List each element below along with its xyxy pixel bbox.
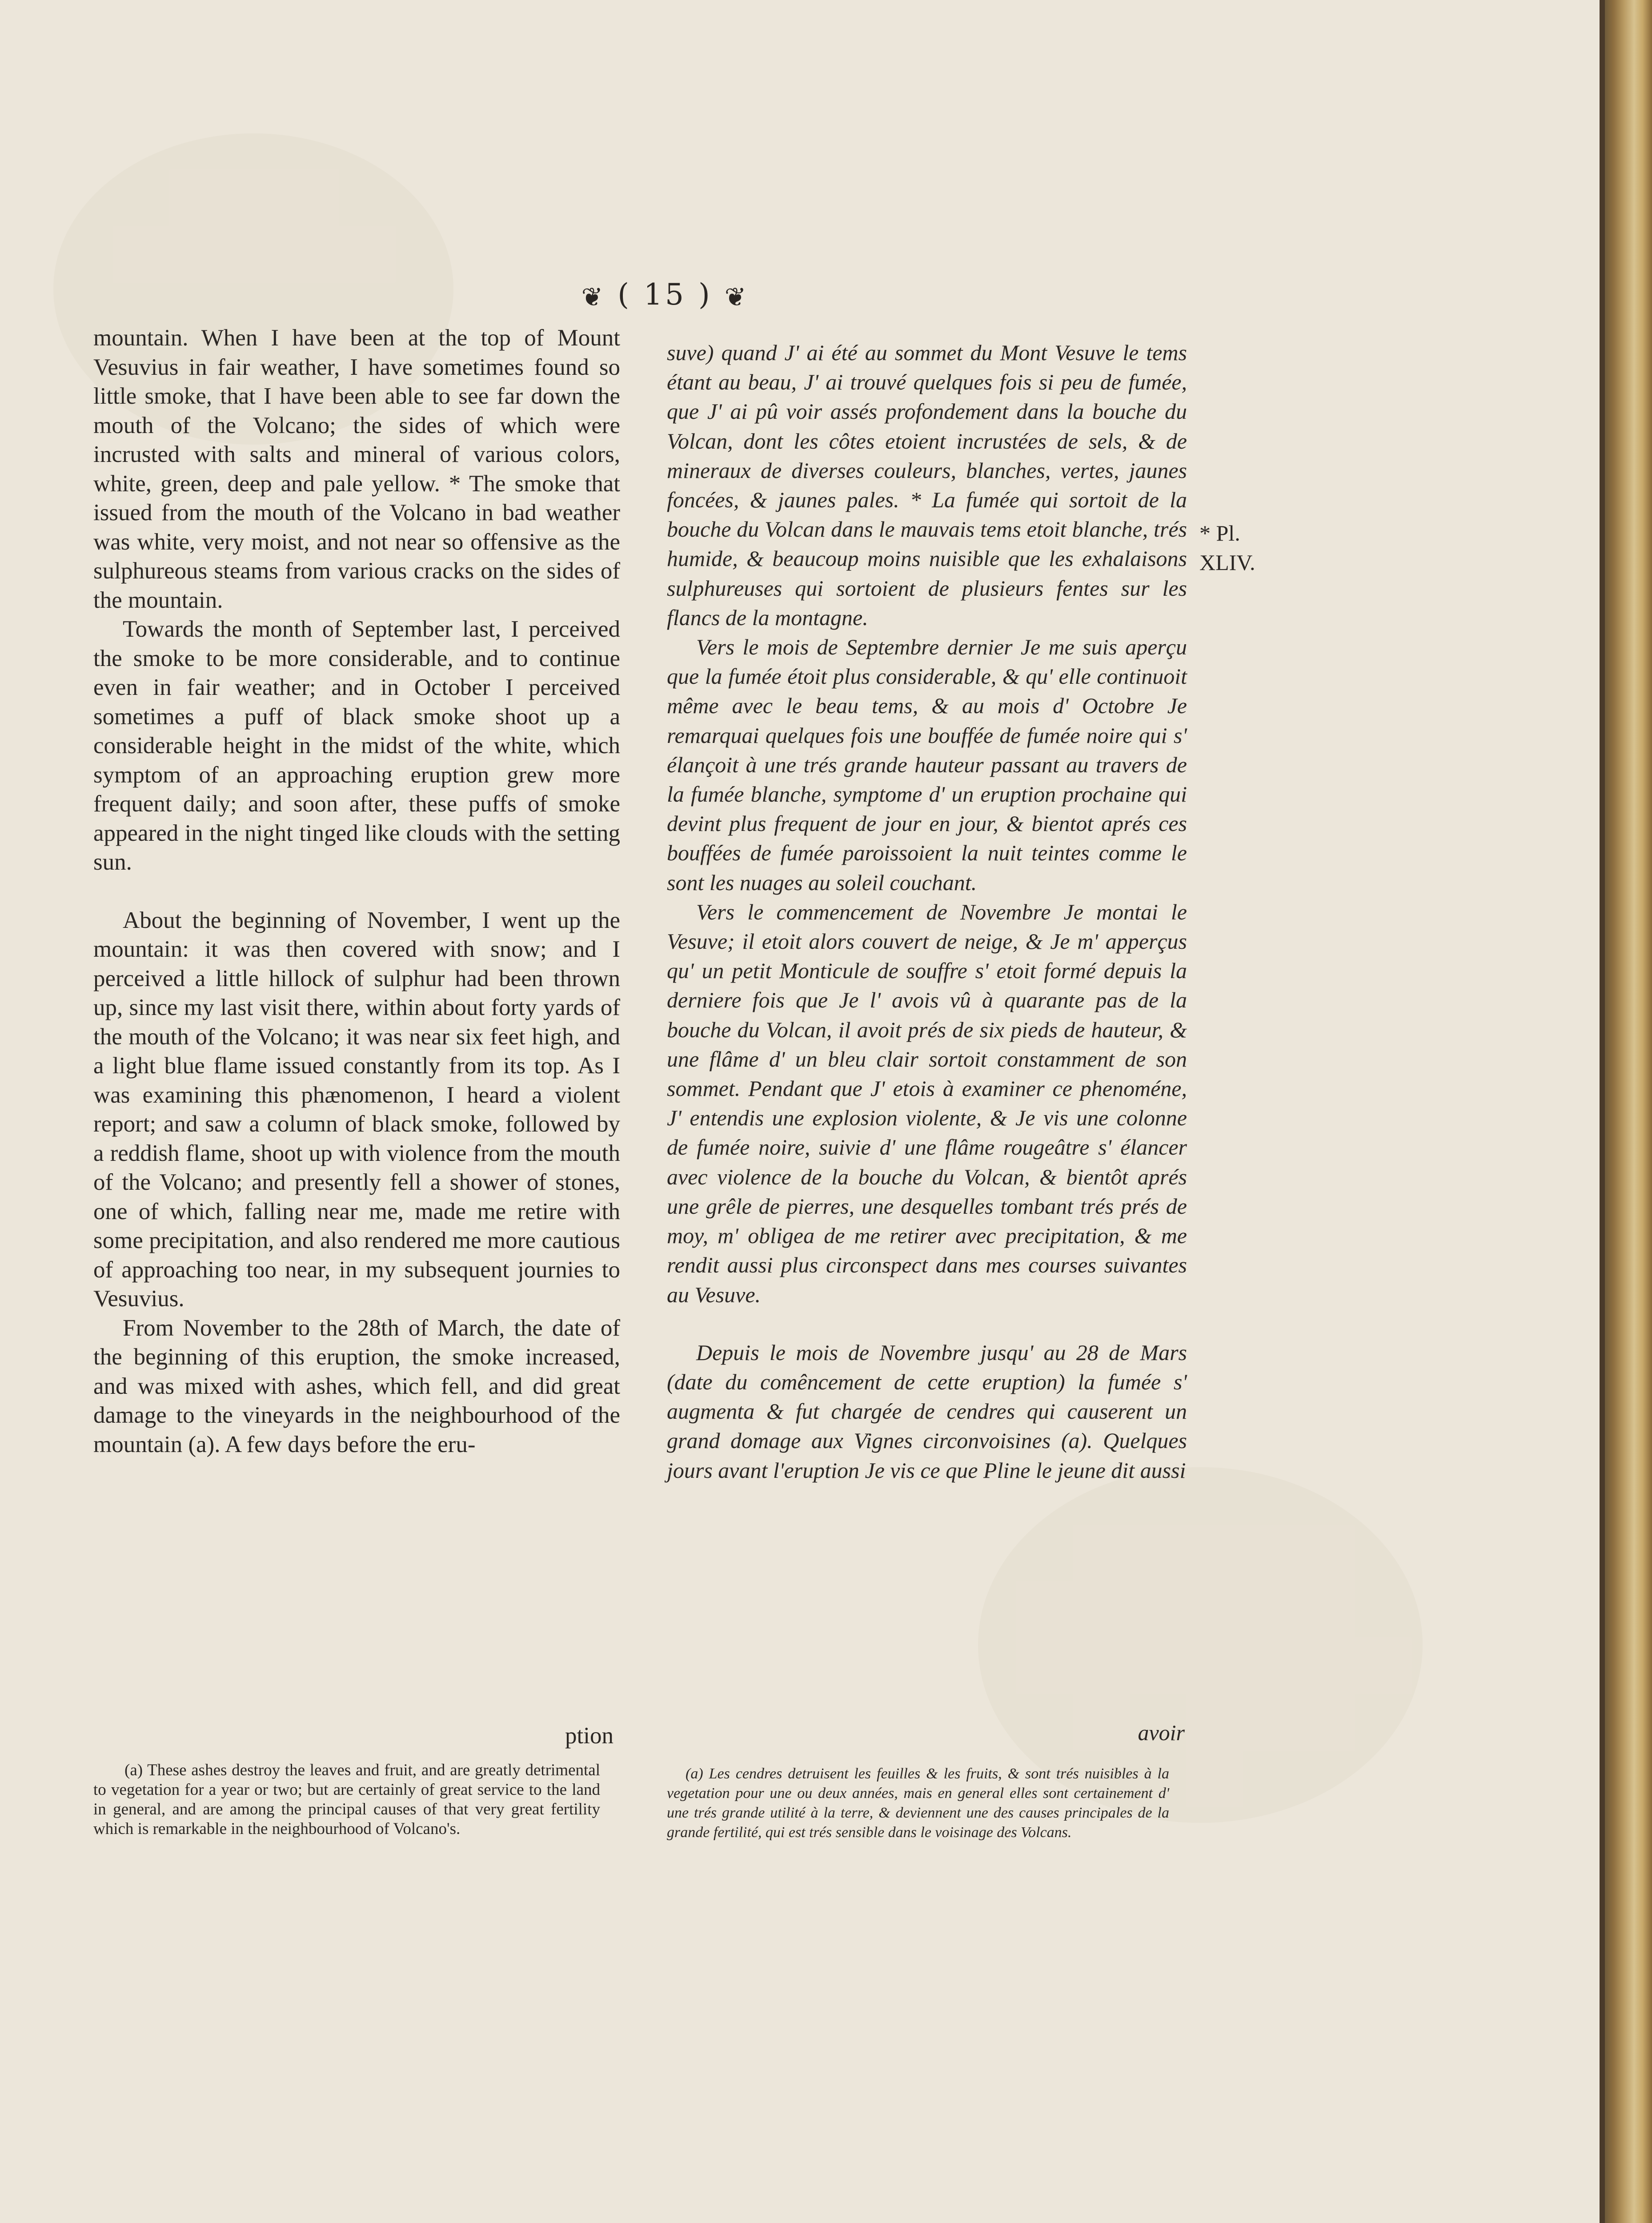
plate-reference <box>1199 518 1271 577</box>
paragraph-gap <box>667 1309 1187 1338</box>
english-paragraph-1: mountain. When I have been at the top of Mount Vesuvius in fair weather, I have sometimes found so little smoke, that I have been able to see far down the mouth of the Volcano; the sides of which were incrusted with salts and mineral of various colors, white, green, deep and pale yellow. * The smoke that issued from the mouth of the Volcano in bad weather was white, very moist, and not near so offensive as the sulphureous steams from various cracks on the sides of the mountain. <box>93 325 620 613</box>
right-ornament-icon: ❦ <box>724 282 749 312</box>
page-number: ( 15 ) <box>617 277 713 312</box>
paragraph-gap <box>93 877 620 906</box>
french-column <box>667 338 1187 1485</box>
french-footnote: (a) Les cendres detruisent les feuilles & les fruits, & sont trés nuisibles à la vegetation pour une ou deux années, mais en general elles sont certainement d' une trés grande utilité à la terre, & deviennent une des causes principales de la grande fertilité, qui est trés sensible dans le voisinage des Volcans. <box>667 1766 1169 1841</box>
page-edge <box>1605 0 1652 2223</box>
french-paragraph-4: Depuis le mois de Novembre jusqu' au 28 de Mars (date du comêncement de cette eruption) la fumée s' augmenta & fut chargée de cendres qui causerent un grand domage aux Vignes circonvoisines (a). Quelques jours avant l'eruption Je vis ce que Pline le jeune dit aussi <box>667 1340 1187 1483</box>
english-footnote: (a) These ashes destroy the leaves and fruit, and are greatly detrimental to vegetation for a year or two; but are certainly of great service to the land in general, and are among the principal causes of that very great fertility which is remarkable in the neighbourhood of Volcano's. <box>93 1761 600 1838</box>
french-paragraph-3: Vers le commencement de Novembre Je montai le Vesuve; il etoit alors couvert de neige, & Je m' apperçus qu' un petit Monticule de souffre s' etoit formé depuis la derniere fois que Je l' avois vû à quarante pas de la bouche du Volcan, il avoit prés de six pieds de hauteur, & une flâme d' un bleu clair sortoit constamment de son sommet. Pendant que J' etois à examiner ce phenoméne, J' entendis une explosion violente, & Je vis une colonne de fumée noire, suivie d' une flâme rougeâtre s' élancer avec violence de la bouche du Volcan, & bientôt aprés une grêle de pierres, une desquelles tombant trés prés de moy, m' obligea de me retirer avec precipitation, & me rendit aussi plus circonspect dans mes courses suivantes au Vesuve. <box>667 899 1187 1307</box>
plate-reference-line-2: XLIV. <box>1199 550 1255 575</box>
english-paragraph-2: Towards the month of September last, I perceived the smoke to be more considerable, and to continue even in fair weather; and in October I perceived sometimes a puff of black smoke shoot up a considerable height in the midst of the white, which symptom of an approaching eruption grew more frequent daily; and soon after, these puffs of smoke appeared in the night tinged like clouds with the setting sun. <box>93 616 620 875</box>
french-paragraph-1: suve) quand J' ai été au sommet du Mont Vesuve le tems étant au beau, J' ai trouvé quelques fois si peu de fumée, que J' ai pû voir assés profondement dans la bouche du Volcan, dont les côtes etoient incrustées de sels, & de mineraux de diverses couleurs, blanches, vertes, jaunes foncées, & jaunes pales. * La fumée qui sortoit de la bouche du Volcan dans le mauvais tems etoit blanche, trés humide, & beaucoup moins nuisible que les exhalaisons sulphureuses qui sortoient de plusieurs fentes sur les flancs de la montagne. <box>667 340 1187 630</box>
english-paragraph-4: From November to the 28th of March, the date of the beginning of this eruption, the smoke increased, and was mixed with ashes, which fell, and did great damage to the vineyards in the neighbourhood of the mountain (a). A few days before the eru- <box>93 1315 620 1457</box>
plate-reference-line-1: * Pl. <box>1199 521 1240 546</box>
left-ornament-icon: ❦ <box>581 282 606 312</box>
french-paragraph-2: Vers le mois de Septembre dernier Je me suis aperçu que la fumée étoit plus considerable, & qu' elle continuoit même avec le beau tems, & au mois d' Octobre Je remarquai quelques fois une bouffée de fumée noire qui s' élançoit à une trés grande hauteur passant au travers de la fumée blanche, symptome d' un eruption prochaine qui devint plus frequent de jour en jour, & bientot aprés ces bouffées de fumée paroissoient la nuit teintes comme le sont les nuages au soleil couchant. <box>667 634 1187 895</box>
english-column <box>93 324 620 1459</box>
english-paragraph-3: About the beginning of November, I went up the mountain: it was then covered with snow; and I perceived a little hillock of sulphur had been thrown up, since my last visit there, within about forty yards of the mouth of the Volcano; it was near six feet high, and a light blue flame issued constantly from its top. As I was examining this phænomenon, I heard a violent report; and saw a column of black smoke, followed by a reddish flame, shoot up with violence from the mouth of the Volcano; and presently fell a shower of stones, one of which, falling near me, made me retire with some precipitation, and also rendered me more cautious of approaching too near, in my subsequent journies to Vesuvius. <box>93 907 620 1312</box>
page-header <box>576 275 754 315</box>
english-catchword: ption <box>565 1723 613 1749</box>
french-catchword: avoir <box>1138 1720 1185 1745</box>
